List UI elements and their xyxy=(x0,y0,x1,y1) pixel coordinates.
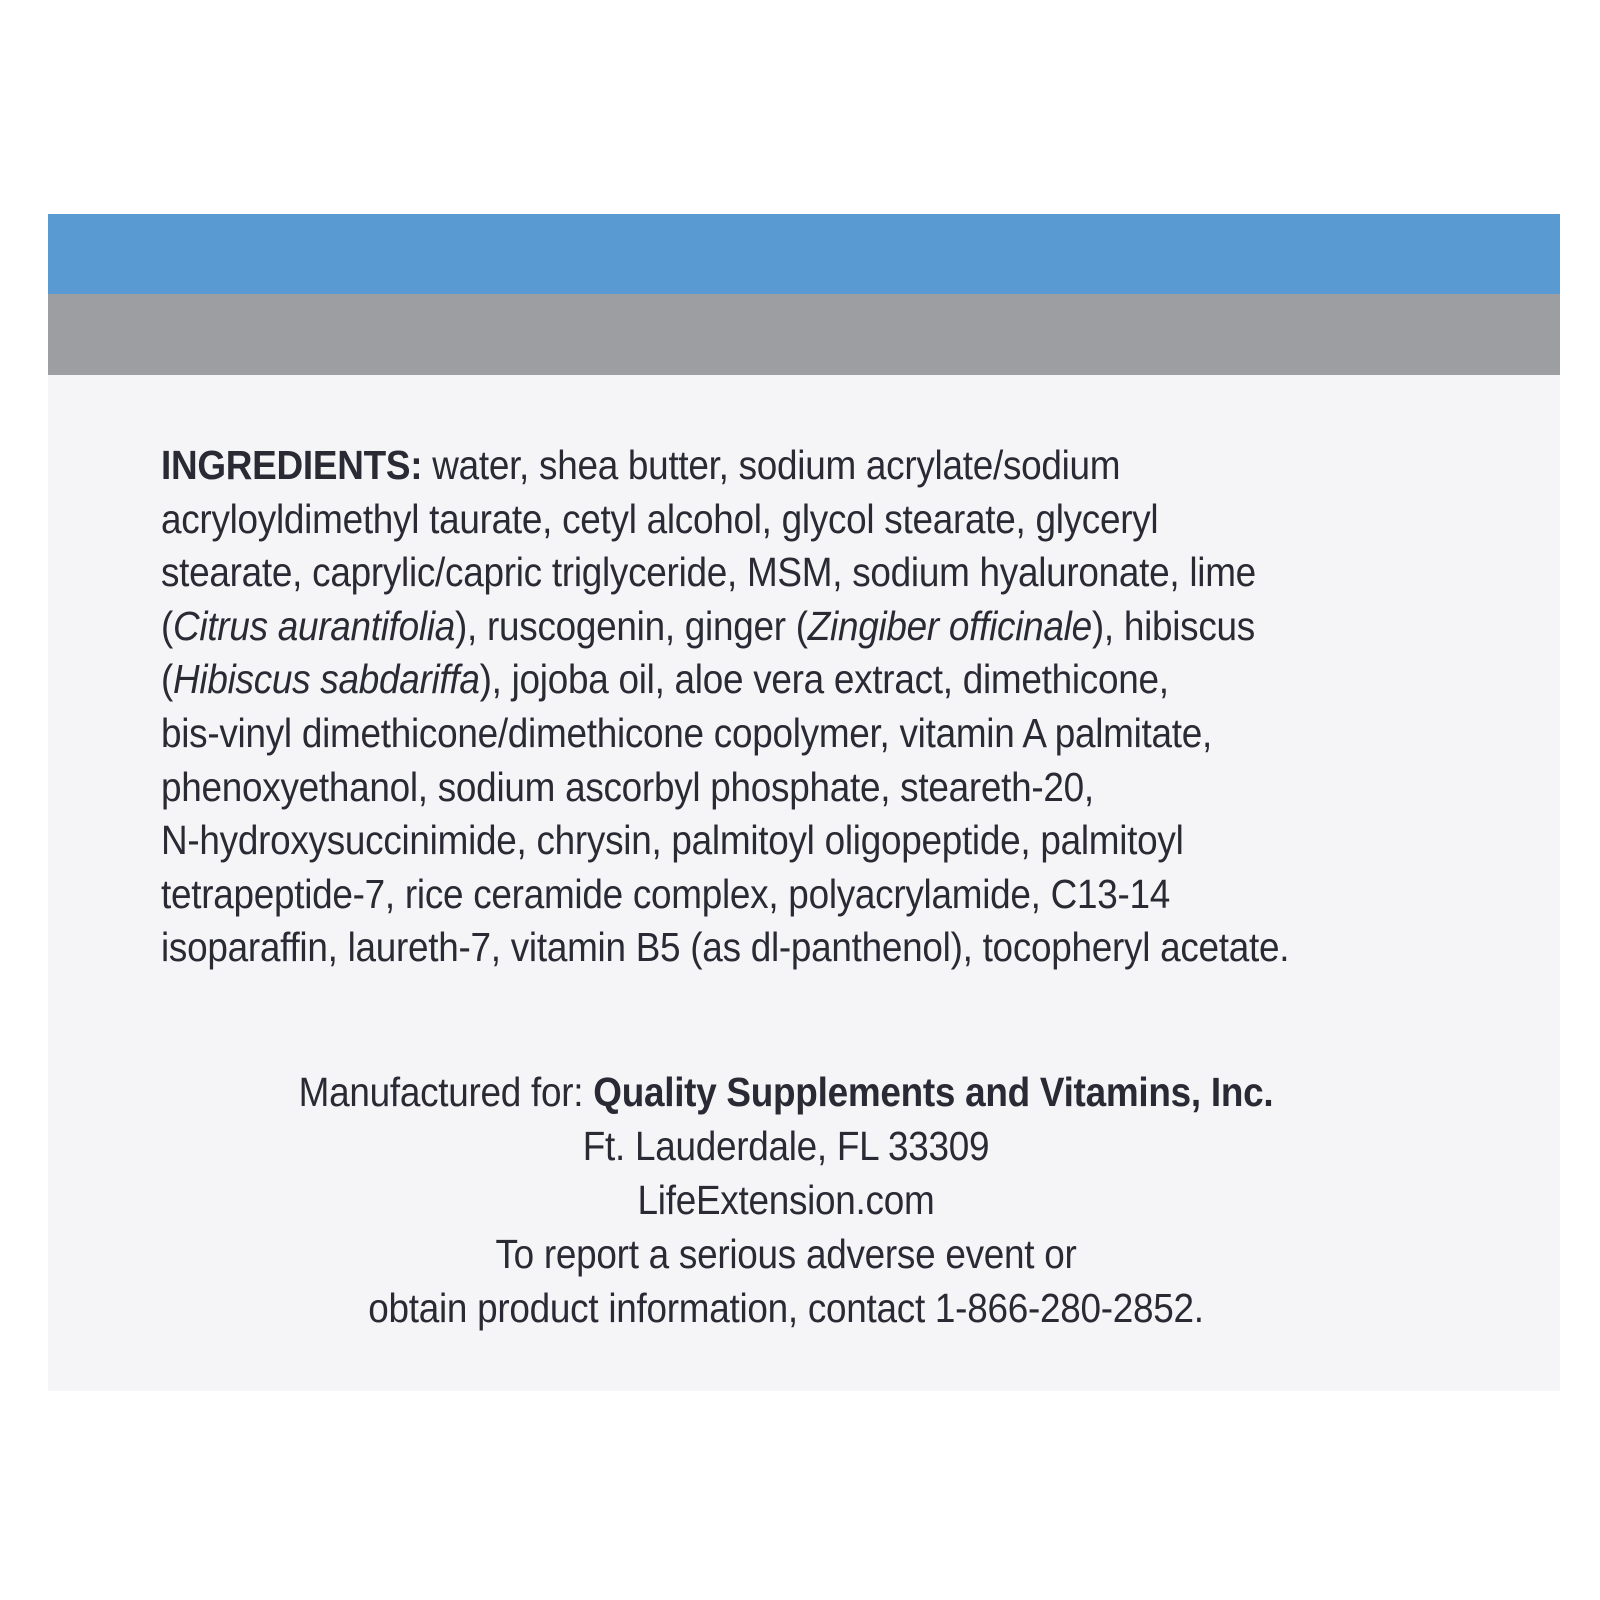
ingredients-text: ), ruscogenin, ginger ( xyxy=(455,602,808,649)
company-website: LifeExtension.com xyxy=(637,1177,935,1223)
ingredients-text: ), hibiscus xyxy=(1091,602,1255,649)
ingredients-text: ), jojoba oil, aloe vera extract, dimethicone, xyxy=(479,656,1169,703)
ingredients-line-8: N-hydroxysuccinimide, chrysin, palmitoyl oligopeptide, palmitoyl xyxy=(161,817,1184,864)
manufacturer-block xyxy=(48,1065,1524,1335)
blue-header-band xyxy=(48,214,1560,294)
ingredients-line-4 xyxy=(161,600,1493,654)
company-address: Ft. Lauderdale, FL 33309 xyxy=(582,1123,990,1169)
ingredients-text: ( xyxy=(161,656,174,703)
ingredients-text: ( xyxy=(161,602,174,649)
manufactured-for-line xyxy=(48,1065,1524,1119)
company-name: Quality Supplements and Vitamins, Inc. xyxy=(593,1069,1274,1115)
ingredients-heading: INGREDIENTS: xyxy=(161,442,423,488)
manufactured-for-label: Manufactured for: xyxy=(298,1069,594,1115)
ingredients-paragraph xyxy=(161,439,1493,975)
label-panel xyxy=(48,214,1560,1391)
botanical-name: Zingiber officinale xyxy=(807,602,1092,649)
ingredients-line-9: tetrapeptide-7, rice ceramide complex, polyacrylamide, C13-14 xyxy=(161,870,1171,917)
ingredients-line-6: bis-vinyl dimethicone/dimethicone copolymer, vitamin A palmitate, xyxy=(161,709,1213,756)
ingredients-line-5 xyxy=(161,653,1493,707)
ingredients-text: water, shea butter, sodium acrylate/sodium xyxy=(422,442,1121,488)
contact-phone-line: obtain product information, contact 1-866-280-2852. xyxy=(368,1285,1204,1331)
ingredients-line-7: phenoxyethanol, sodium ascorbyl phosphate, steareth-20, xyxy=(161,763,1094,810)
botanical-name: Citrus aurantifolia xyxy=(173,602,456,649)
gray-header-band xyxy=(48,294,1560,375)
ingredients-line-3: stearate, caprylic/capric triglyceride, MSM, sodium hyaluronate, lime xyxy=(161,549,1256,596)
ingredients-line-10: isoparaffin, laureth-7, vitamin B5 (as dl-panthenol), tocopheryl acetate. xyxy=(161,924,1290,971)
adverse-event-line: To report a serious adverse event or xyxy=(495,1231,1077,1277)
ingredients-line-2: acryloyldimethyl taurate, cetyl alcohol, glycol stearate, glyceryl xyxy=(161,495,1159,542)
botanical-name: Hibiscus sabdariffa xyxy=(173,656,480,703)
ingredients-line-1 xyxy=(161,439,1493,493)
